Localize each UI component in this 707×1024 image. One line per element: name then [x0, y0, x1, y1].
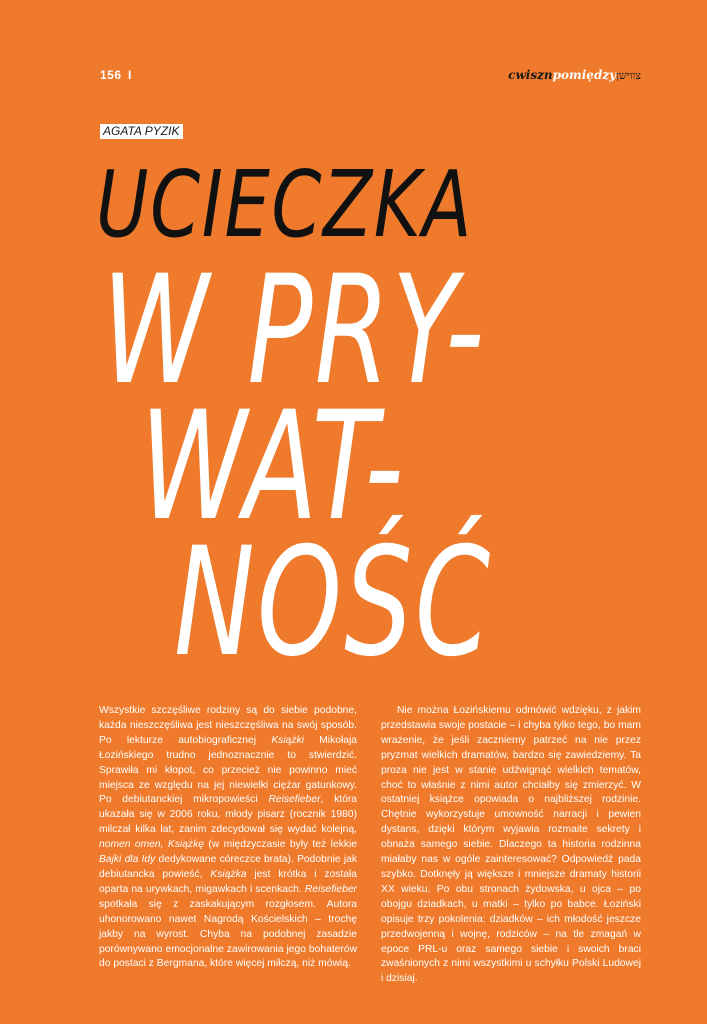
italic-span: Książka — [210, 868, 247, 880]
italic-span: nomen omen, Książkę — [99, 839, 204, 851]
italic-span: Książki — [271, 734, 304, 746]
title-line-1: UCIECZKA — [96, 151, 474, 258]
masthead-part-2: pomiędzy — [552, 68, 617, 82]
masthead-logo — [508, 68, 641, 82]
text-span: Wszystkie szczęśliwe rodziny są do siebie podobne, każda nieszczęśliwa jest nieszczęśliwa na swój sposób. Po lekturze autobiograficznej — [99, 705, 357, 746]
masthead-part-3: צווישן — [616, 69, 641, 82]
text-span: dedykowane córeczce brata). Podobnie jak debiutancka powieść, — [99, 854, 357, 880]
right-column-paragraph: Nie można Łozińskiemu odmówić wdzięku, z jakim przedstawia swoje postacie – i chyba tylko tego, bo mam wrażenie, że jeśli zaczniemy patrzeć na nie przez pryzmat wielkich dramatów, bardzo się zawiedziemy. Ta proza nie jest w stanie udźwignąć wielkich tematów, choć to właśnie z nimi autor chciałby się zmierzyć. W ostatniej książce opowiada o najbliższej rodzinie. Chętnie wykorzystuje umowność narracji i pewien dystans, dzięki którym wyjawia rozmaite sekrety i obnaża samego siebie. Dlaczego ta historia rodzinna miałaby nas w ogóle zainteresować? Odpowiedź pada szybko. Dotknęły ją większe i mniejsze dramaty historii XX wieku. Po obu stronach żydowska, u ojca – po obojgu dziadkach, u matki – tylko po babce. Łoziński opisuje trzy pokolenia: dziadków – ich młodość jeszcze przedwojenną i wojnę, rodziców – na tle zmagań w epoce PRL-u oraz samego siebie i swoich braci zwaśnionych z nimi wszystkimi u schyłku Polski Ludowej i dzisiaj. — [381, 705, 641, 985]
page-separator: I — [128, 68, 132, 82]
text-span: (w międzyczasie były też lekkie — [203, 839, 358, 851]
text-span: Mikołaja Łozińskiego trudno jednoznacznie to stwierdzić. Sprawiła mi kłopot, co przecież nie powinno mieć miejsca ze względu na jej niewielki ciężar gatunkowy. Po debiutanckiej mikropowieści — [99, 734, 357, 806]
title-line-3: WAT- — [140, 380, 406, 554]
text-span: spotkała się z zaskakującym rozgłosem. Autora uhonorowano nawet Nagrodą Kościelskich – trochę jakby na wyrost. Chyba na podobnej zasadzie porównywano emocjonalne zawirowania jego bohaterów do postaci z Bergmana, które więcej milczą, niż mówią. — [99, 898, 357, 970]
page-number: 156 — [100, 68, 122, 82]
text-span: , która ukazała się w 2006 roku, młody pisarz (rocznik 1980) milczał kilka lat, zanim zdecydował się wydać kolejną, — [99, 794, 357, 836]
text-span: jest krótka i została oparta na urywkach, migawkach i scenkach. — [99, 868, 357, 895]
masthead-part-1: cwiszn — [508, 68, 553, 82]
italic-span: Reisefieber — [304, 883, 357, 895]
left-column — [99, 704, 357, 972]
title-line-2: W PRY- — [102, 244, 487, 418]
italic-span: Bajki dla Idy — [99, 854, 156, 866]
author-label: AGATA PYZIK — [100, 124, 183, 139]
title-line-4: NOŚĆ — [174, 516, 493, 690]
italic-span: Reisefieber — [268, 794, 321, 806]
right-column — [381, 704, 641, 987]
left-column-paragraph — [99, 704, 357, 972]
